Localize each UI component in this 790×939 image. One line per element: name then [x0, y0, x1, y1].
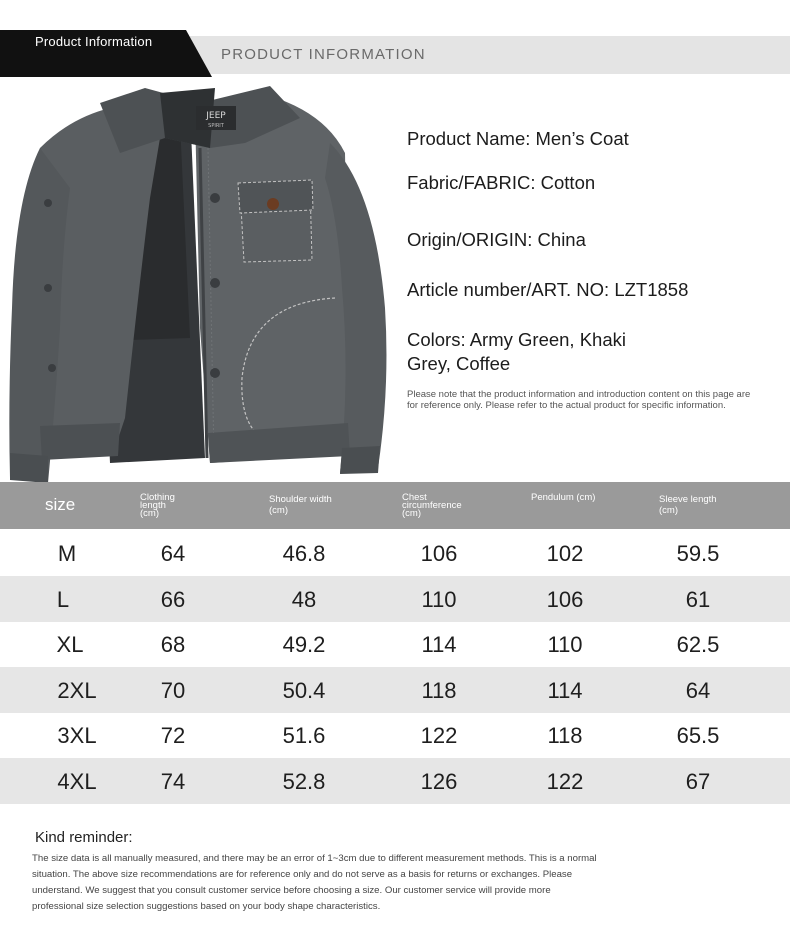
product-fabric: Fabric/FABRIC: Cotton [407, 172, 596, 193]
cell-length: 68 [160, 632, 186, 657]
collar-brand-subtext: SPIRIT [208, 123, 224, 129]
header-shoulder [269, 494, 332, 516]
cell-chest: 122 [420, 723, 458, 748]
header-chest [402, 494, 462, 518]
table-row [0, 712, 790, 758]
jacket-illustration [0, 78, 400, 488]
header-sleeve-line2: (cm) [659, 505, 678, 516]
reminder-line: The size data is all manually measured, and there may be an error of 1~3cm due to different measurement methods. This is a normal [32, 853, 597, 864]
header-pendulum: Pendulum (cm) [531, 492, 596, 503]
header-sleeve-line1: Sleeve length [659, 494, 717, 505]
product-colors-line1: Colors: Army Green, Khaki [407, 329, 626, 350]
table-row [0, 621, 790, 667]
product-article-number: Article number/ART. NO: LZT1858 [407, 279, 689, 300]
cell-chest: 126 [420, 769, 458, 794]
header-length-line3: (cm) [140, 508, 159, 519]
cell-size: M [57, 541, 77, 566]
cell-chest: 114 [421, 632, 457, 657]
header-chest-line2: circumference [402, 500, 462, 511]
cell-sleeve: 59.5 [676, 541, 720, 566]
section-header [0, 30, 790, 76]
cell-length: 70 [160, 678, 186, 703]
reference-note: Please note that the product information and introduction content on this page are for reference only. Please refer to the actual product for specific information. [407, 389, 751, 411]
cell-chest: 106 [420, 541, 458, 566]
cell-pendulum: 106 [546, 587, 584, 612]
cell-size: L [56, 587, 70, 612]
header-sleeve [659, 494, 717, 516]
product-image [0, 78, 400, 488]
reminder-line: situation. The above size recommendations are for reference only and do not serve as a basis for returns or exchanges. Please [32, 869, 573, 880]
table-row [0, 758, 790, 804]
header-shoulder-line1: Shoulder width [269, 494, 332, 505]
reminder-line: understand. We suggest that you consult customer service before choosing a size. Our customer service will provide more [32, 885, 551, 896]
header-size: size [45, 495, 76, 514]
reminder-line: professional size selection suggestions based on your body shape characteristics. [32, 901, 381, 912]
cell-size: 2XL [57, 678, 97, 703]
cell-sleeve: 67 [685, 769, 711, 794]
cell-shoulder: 51.6 [282, 723, 326, 748]
size-table-header [0, 482, 790, 529]
cell-chest: 110 [421, 587, 457, 612]
collar-brand-text: JEEP [206, 111, 226, 121]
cell-shoulder: 48 [291, 587, 317, 612]
cell-pendulum: 122 [546, 769, 584, 794]
cell-length: 66 [160, 587, 186, 612]
cell-shoulder: 46.8 [282, 541, 326, 566]
product-colors-line2: Grey, Coffee [407, 353, 511, 374]
table-row [0, 530, 790, 576]
cell-sleeve: 65.5 [676, 723, 720, 748]
header-chest-line1: Chest [402, 492, 427, 503]
cell-length: 74 [160, 769, 186, 794]
cell-size: 4XL [57, 769, 97, 794]
table-row [0, 576, 790, 622]
cell-chest: 118 [421, 678, 457, 703]
cell-shoulder: 49.2 [282, 632, 326, 657]
header-tab-label: Product Information [35, 34, 153, 49]
reminder-title: Kind reminder: [35, 829, 133, 846]
header-shoulder-line2: (cm) [269, 505, 288, 516]
cell-shoulder: 52.8 [282, 769, 326, 794]
cell-pendulum: 102 [546, 541, 584, 566]
header-title: PRODUCT INFORMATION [221, 46, 426, 63]
cell-length: 72 [160, 723, 186, 748]
cell-sleeve: 61 [685, 587, 711, 612]
product-origin: Origin/ORIGIN: China [407, 229, 586, 250]
cell-size: 3XL [57, 723, 97, 748]
product-name: Product Name: Men’s Coat [407, 128, 629, 149]
header-length-line1: Clothing [140, 492, 175, 503]
header-length-line2: length [140, 500, 166, 511]
cell-pendulum: 118 [547, 723, 583, 748]
header-chest-line3: (cm) [402, 508, 421, 519]
cell-shoulder: 50.4 [282, 678, 326, 703]
reminder-text [32, 851, 712, 915]
cell-sleeve: 64 [685, 678, 711, 703]
cell-pendulum: 110 [547, 632, 583, 657]
cell-length: 64 [160, 541, 186, 566]
cell-pendulum: 114 [547, 678, 583, 703]
cell-sleeve: 62.5 [676, 632, 720, 657]
header-length [140, 494, 175, 518]
cell-size: XL [56, 632, 84, 657]
table-row [0, 667, 790, 713]
